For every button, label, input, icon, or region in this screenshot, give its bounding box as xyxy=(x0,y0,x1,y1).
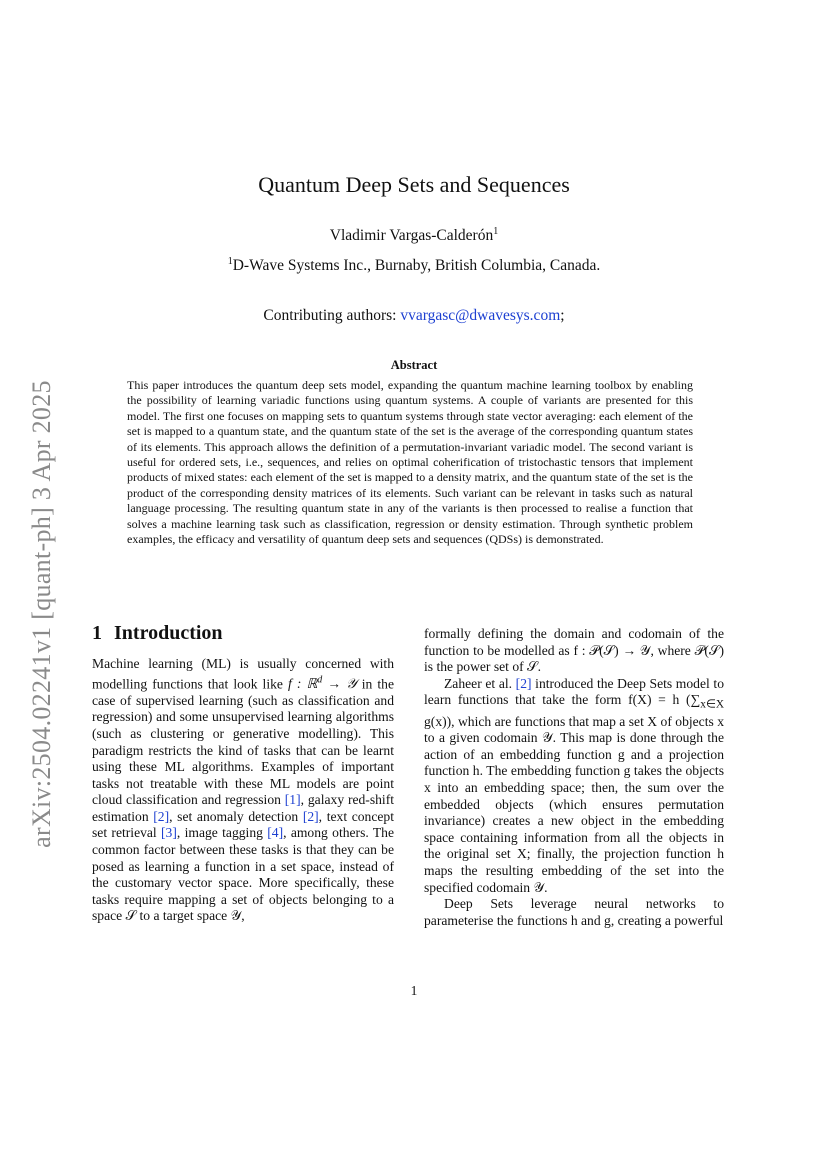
affiliation-line xyxy=(0,256,828,275)
right-column xyxy=(424,626,724,929)
author-name: Vladimir Vargas-Calderón xyxy=(329,227,494,245)
citation-link-1[interactable]: [1] xyxy=(284,792,301,808)
author-affiliation-marker: 1 xyxy=(493,226,499,237)
math-text: f : ℝ xyxy=(288,676,318,692)
contributing-suffix: ; xyxy=(560,307,565,324)
intro-paragraph-2 xyxy=(424,676,724,896)
paper-title: Quantum Deep Sets and Sequences xyxy=(258,172,570,197)
text-span: Machine learning (ML) is usually concerned with modelling functions that look like xyxy=(92,656,394,692)
math-superscript: d xyxy=(317,674,323,686)
citation-link-3[interactable]: [3] xyxy=(161,825,177,841)
intro-paragraph-1 xyxy=(92,656,394,925)
text-span: , galaxy red-shift estimation xyxy=(92,792,395,824)
affiliation-marker: 1 xyxy=(227,256,233,267)
text-span: , among others. The common factor between these tasks is that they can be posed as learning a function in a set space, instead of the customary vector space. More specifically, these tasks require mapping a set of objects belonging to a space 𝒮 to a target space 𝒴, xyxy=(92,825,394,924)
text-span: , image tagging xyxy=(176,825,268,841)
text-span: g(x)), which are functions that map a set X of objects x to a given codomain 𝒴. This map is done through the action of an embedding function g and a projection function h. The embedding function g takes the objects x into an embedding space; then, the sum over the embedded objects (which ensures permutation invariance) creates a new object in the embedding space containing information from all the objects in the original set X; finally, the projection function h maps the resulting embedding of the set into the specified codomain 𝒴. xyxy=(424,713,724,895)
citation-link-2[interactable]: [2] xyxy=(302,808,319,824)
intro-paragraph-3: Deep Sets leverage neural networks to parameterise the functions h and g, creating a powerful xyxy=(424,896,724,928)
text-span: , text concept set retrieval xyxy=(92,808,394,841)
contributing-email-link[interactable]: vvargasc@dwavesys.com xyxy=(400,307,561,324)
citation-link-2[interactable]: [2] xyxy=(153,808,170,824)
abstract-heading: Abstract xyxy=(390,358,438,372)
text-span: Zaheer et al. xyxy=(444,675,516,691)
section-title: Introduction xyxy=(114,622,223,644)
section-number: 1 xyxy=(92,622,102,644)
page-number: 1 xyxy=(410,983,418,998)
citation-link-4[interactable]: [4] xyxy=(267,825,284,841)
text-span: , set anomaly detection xyxy=(169,808,303,824)
abstract-body: This paper introduces the quantum deep sets model, expanding the quantum machine learning toolbox by enabling the possibility of learning variadic functions using quantum systems. A couple of variants are presented for this model. The first one focuses on mapping sets to quantum systems through state vector averaging: each element of the set is mapped to a quantum state, and the quantum state of the set is the average of the corresponding quantum states of its elements. This approach allows the definition of a permutation-invariant variadic model. The second variant is useful for ordered sets, i.e., sequences, and relies on optimal coherification of tristochastic tensors that implement products of mixed states: each element of the set is mapped to a density matrix, and the quantum state of the set is the product of the corresponding density matrices of its elements. Such variant can be relevant in tasks such as natural language processing. The resulting quantum state in any of the variants is then processed to realise a function that solves a machine learning task such as classification, regression or density estimation. Through synthetic problem examples, the efficacy and versatility of quantum deep sets and sequences (QDSs) is demonstrated. xyxy=(127,378,693,547)
contributing-label: Contributing authors: xyxy=(263,307,401,324)
author-line xyxy=(0,226,828,245)
section-heading-introduction xyxy=(92,622,223,645)
arxiv-identifier-sidebar xyxy=(22,360,62,868)
affiliation-text: D-Wave Systems Inc., Burnaby, British Columbia, Canada. xyxy=(232,257,601,275)
contributing-authors xyxy=(0,307,828,325)
math-text: → 𝒴 xyxy=(322,676,357,692)
text-span: in the case of supervised learning (such as classification and regression) and some unsupervised learning algorithms (such as clustering or generative modelling). This paradigm restricts the kind of tasks that can be learnt using these ML algorithms. Examples of important tasks not treatable with these ML models are point cloud classification and regression xyxy=(92,676,394,808)
text-span: introduced the Deep Sets model to learn functions that take the form f(X) = h (∑ xyxy=(424,675,724,708)
math-subscript: x∈X xyxy=(700,699,724,712)
arxiv-identifier-text: arXiv:2504.02241v1 [quant-ph] 3 Apr 2025 xyxy=(27,380,57,848)
left-column xyxy=(92,656,394,925)
intro-paragraph-1-continued: formally defining the domain and codomain of the function to be modelled as f : 𝒫(𝒮) → 𝒴, where 𝒫(𝒮) is the power set of 𝒮. xyxy=(424,626,724,675)
citation-link-2[interactable]: [2] xyxy=(515,675,532,691)
math-inline xyxy=(288,676,357,691)
